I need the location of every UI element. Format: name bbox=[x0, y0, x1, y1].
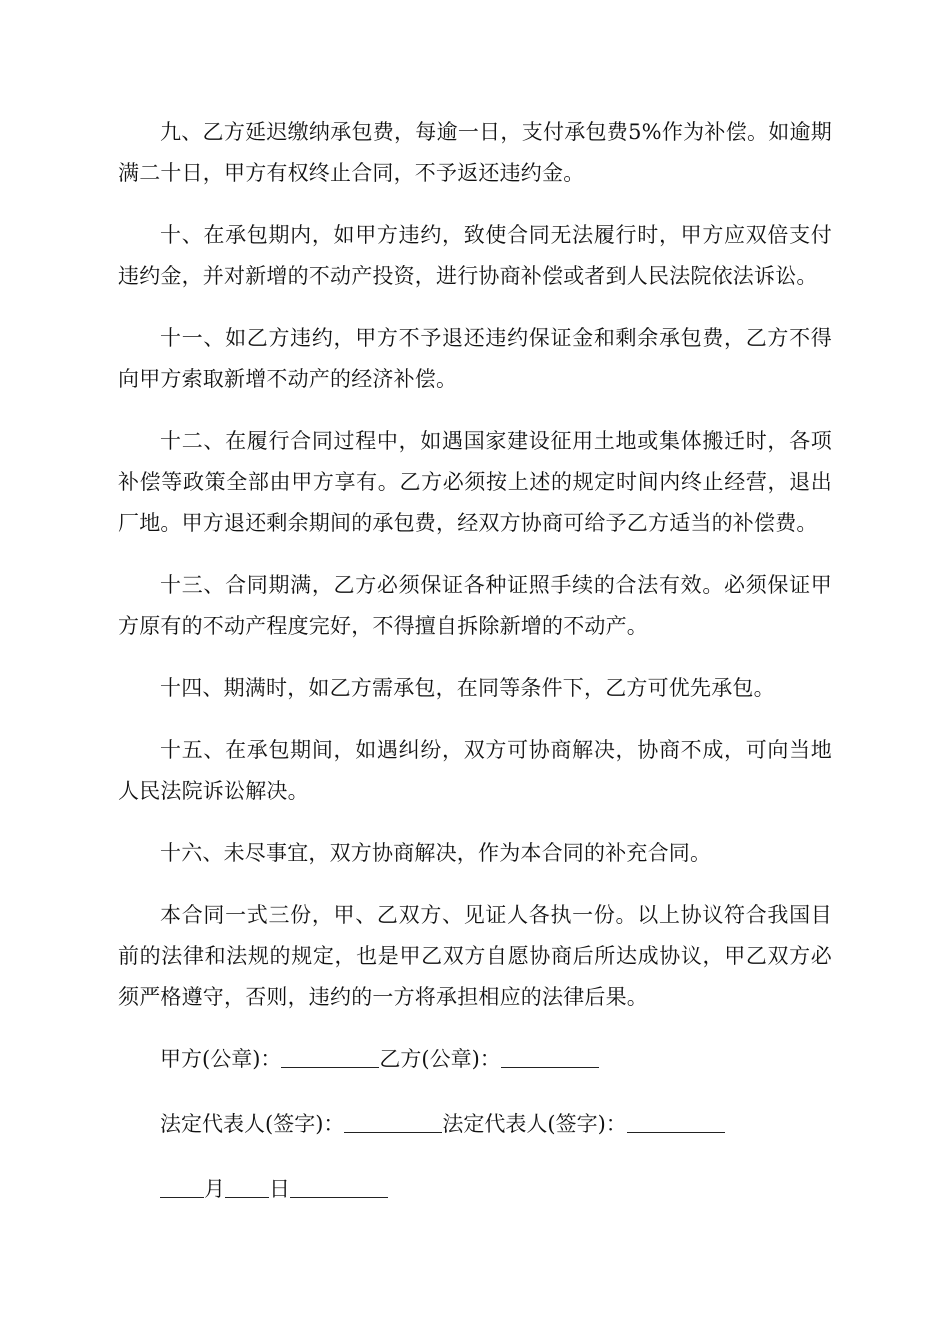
rep-a-label: 法定代表人(签字)： bbox=[160, 1112, 345, 1136]
clause-12: 十二、在履行合同过程中，如遇国家建设征用土地或集体搬迁时，各项补偿等政策全部由甲方享有。乙方必须按上述的规定时间内终止经营，退出厂地。甲方退还剩余期间的承包费，经双方协商可给予乙方适当的补偿费。 bbox=[118, 429, 832, 535]
clause-15: 十五、在承包期间，如遇纠纷，双方可协商解决，协商不成，可向当地人民法院诉讼解决。 bbox=[118, 738, 832, 803]
clause-10: 十、在承包期内，如甲方违约，致使合同无法履行时，甲方应双倍支付违约金，并对新增的不动产投资，进行协商补偿或者到人民法院依法诉讼。 bbox=[118, 223, 832, 288]
clause-16: 十六、未尽事宜，双方协商解决，作为本合同的补充合同。 bbox=[160, 841, 712, 865]
contract-page bbox=[118, 112, 832, 1234]
rep-a-blank bbox=[344, 1112, 442, 1133]
month-blank bbox=[160, 1177, 204, 1198]
party-a-seal-blank bbox=[281, 1047, 379, 1068]
day-blank bbox=[225, 1177, 269, 1198]
date-trailing-blank bbox=[290, 1177, 388, 1198]
party-b-seal-label: 乙方(公章)： bbox=[379, 1047, 501, 1071]
party-b-seal-blank bbox=[501, 1047, 599, 1068]
clause-11: 十一、如乙方违约，甲方不予退还违约保证金和剩余承包费，乙方不得向甲方索取新增不动产的经济补偿。 bbox=[118, 326, 832, 391]
month-label: 月 bbox=[204, 1177, 225, 1201]
day-label: 日 bbox=[269, 1177, 290, 1201]
clause-9: 九、乙方延迟缴纳承包费，每逾一日，支付承包费5%作为补偿。如逾期满二十日，甲方有权终止合同，不予返还违约金。 bbox=[118, 120, 832, 185]
representative-line bbox=[118, 1104, 832, 1145]
party-a-seal-label: 甲方(公章)： bbox=[160, 1047, 282, 1071]
date-line bbox=[118, 1169, 832, 1210]
rep-b-blank bbox=[627, 1112, 725, 1133]
clause-14: 十四、期满时，如乙方需承包，在同等条件下，乙方可优先承包。 bbox=[160, 676, 775, 700]
clause-13: 十三、合同期满，乙方必须保证各种证照手续的合法有效。必须保证甲方原有的不动产程度完好，不得擅自拆除新增的不动产。 bbox=[118, 573, 832, 638]
closing-paragraph: 本合同一式三份，甲、乙双方、见证人各执一份。以上协议符合我国目前的法律和法规的规定，也是甲乙双方自愿协商后所达成协议，甲乙双方必须严格遵守，否则，违约的一方将承担相应的法律后果。 bbox=[118, 903, 832, 1009]
rep-b-label: 法定代表人(签字)： bbox=[442, 1112, 627, 1136]
seal-line bbox=[118, 1039, 832, 1080]
